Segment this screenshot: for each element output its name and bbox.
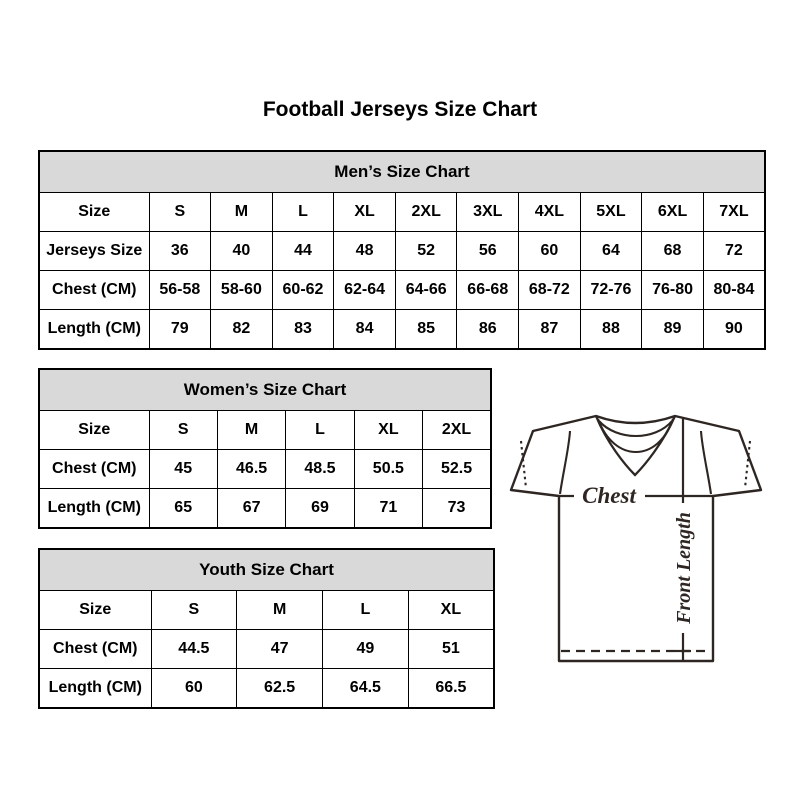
table-cell: 58-60 <box>211 271 273 310</box>
table-cell: 45 <box>149 450 217 489</box>
table-row <box>39 310 765 350</box>
mens-size-table <box>38 150 766 350</box>
table-cell: 62-64 <box>334 271 396 310</box>
table-header-row <box>39 591 494 630</box>
table-cell: 56-58 <box>149 271 211 310</box>
table-header-row <box>39 193 765 232</box>
table-cell: S <box>149 193 211 232</box>
table-cell: 89 <box>642 310 704 350</box>
table-cell: L <box>272 193 334 232</box>
table-cell: S <box>149 411 217 450</box>
table-cell: 65 <box>149 489 217 529</box>
table-cell: 72 <box>703 232 765 271</box>
table-cell: 69 <box>286 489 354 529</box>
page-title: Football Jerseys Size Chart <box>262 98 538 121</box>
row-label: Size <box>39 193 149 232</box>
row-label: Length (CM) <box>39 310 149 350</box>
table-cell: L <box>323 591 409 630</box>
row-label: Size <box>39 411 149 450</box>
table-cell: 4XL <box>519 193 581 232</box>
table-cell: 62.5 <box>237 669 323 709</box>
table-cell: 73 <box>423 489 491 529</box>
table-cell: 79 <box>149 310 211 350</box>
table-cell: 68-72 <box>519 271 581 310</box>
table-cell: S <box>151 591 237 630</box>
table-cell: 51 <box>408 630 494 669</box>
table-cell: 46.5 <box>217 450 285 489</box>
table-cell: 6XL <box>642 193 704 232</box>
table-cell: 52 <box>395 232 457 271</box>
table-cell: XL <box>334 193 396 232</box>
table-row <box>39 669 494 709</box>
row-label: Size <box>39 591 151 630</box>
table-cell: 52.5 <box>423 450 491 489</box>
row-label: Chest (CM) <box>39 630 151 669</box>
table-cell: 5XL <box>580 193 642 232</box>
table-cell: M <box>211 193 273 232</box>
table-cell: XL <box>408 591 494 630</box>
table-cell: 82 <box>211 310 273 350</box>
table-cell: 71 <box>354 489 422 529</box>
table-cell: 72-76 <box>580 271 642 310</box>
table-cell: 48 <box>334 232 396 271</box>
chest-label: Chest <box>582 483 636 508</box>
table-title-row <box>39 549 494 591</box>
table-cell: 64.5 <box>323 669 409 709</box>
table-cell: 66-68 <box>457 271 519 310</box>
row-label: Jerseys Size <box>39 232 149 271</box>
table-cell: 90 <box>703 310 765 350</box>
youth-table-title: Youth Size Chart <box>39 549 494 591</box>
table-cell: 2XL <box>423 411 491 450</box>
table-cell: 44 <box>272 232 334 271</box>
table-row <box>39 271 765 310</box>
mens-table-title: Men’s Size Chart <box>39 151 765 193</box>
table-cell: 64 <box>580 232 642 271</box>
table-cell: 86 <box>457 310 519 350</box>
table-cell: 2XL <box>395 193 457 232</box>
table-cell: 88 <box>580 310 642 350</box>
table-cell: M <box>237 591 323 630</box>
table-cell: 64-66 <box>395 271 457 310</box>
table-cell: 7XL <box>703 193 765 232</box>
table-row <box>39 450 491 489</box>
table-cell: 83 <box>272 310 334 350</box>
table-header-row <box>39 411 491 450</box>
table-cell: L <box>286 411 354 450</box>
jersey-measurement-diagram <box>503 413 775 675</box>
table-cell: 84 <box>334 310 396 350</box>
row-label: Length (CM) <box>39 489 149 529</box>
table-cell: 56 <box>457 232 519 271</box>
womens-table-title: Women’s Size Chart <box>39 369 491 411</box>
table-cell: 60 <box>151 669 237 709</box>
front-length-label: Front Length <box>673 512 695 624</box>
table-cell: 40 <box>211 232 273 271</box>
womens-size-table <box>38 368 492 529</box>
table-title-row <box>39 151 765 193</box>
table-cell: 60-62 <box>272 271 334 310</box>
table-cell: 80-84 <box>703 271 765 310</box>
table-row <box>39 489 491 529</box>
table-cell: 76-80 <box>642 271 704 310</box>
table-cell: 66.5 <box>408 669 494 709</box>
table-cell: 50.5 <box>354 450 422 489</box>
table-row <box>39 232 765 271</box>
table-cell: 48.5 <box>286 450 354 489</box>
youth-size-table <box>38 548 495 709</box>
row-label: Chest (CM) <box>39 271 149 310</box>
table-cell: 85 <box>395 310 457 350</box>
table-cell: XL <box>354 411 422 450</box>
row-label: Chest (CM) <box>39 450 149 489</box>
table-row <box>39 630 494 669</box>
table-cell: 60 <box>519 232 581 271</box>
table-cell: 68 <box>642 232 704 271</box>
table-cell: 3XL <box>457 193 519 232</box>
table-cell: 87 <box>519 310 581 350</box>
row-label: Length (CM) <box>39 669 151 709</box>
table-cell: 49 <box>323 630 409 669</box>
table-cell: M <box>217 411 285 450</box>
table-title-row <box>39 369 491 411</box>
table-cell: 47 <box>237 630 323 669</box>
table-cell: 44.5 <box>151 630 237 669</box>
table-cell: 36 <box>149 232 211 271</box>
table-cell: 67 <box>217 489 285 529</box>
